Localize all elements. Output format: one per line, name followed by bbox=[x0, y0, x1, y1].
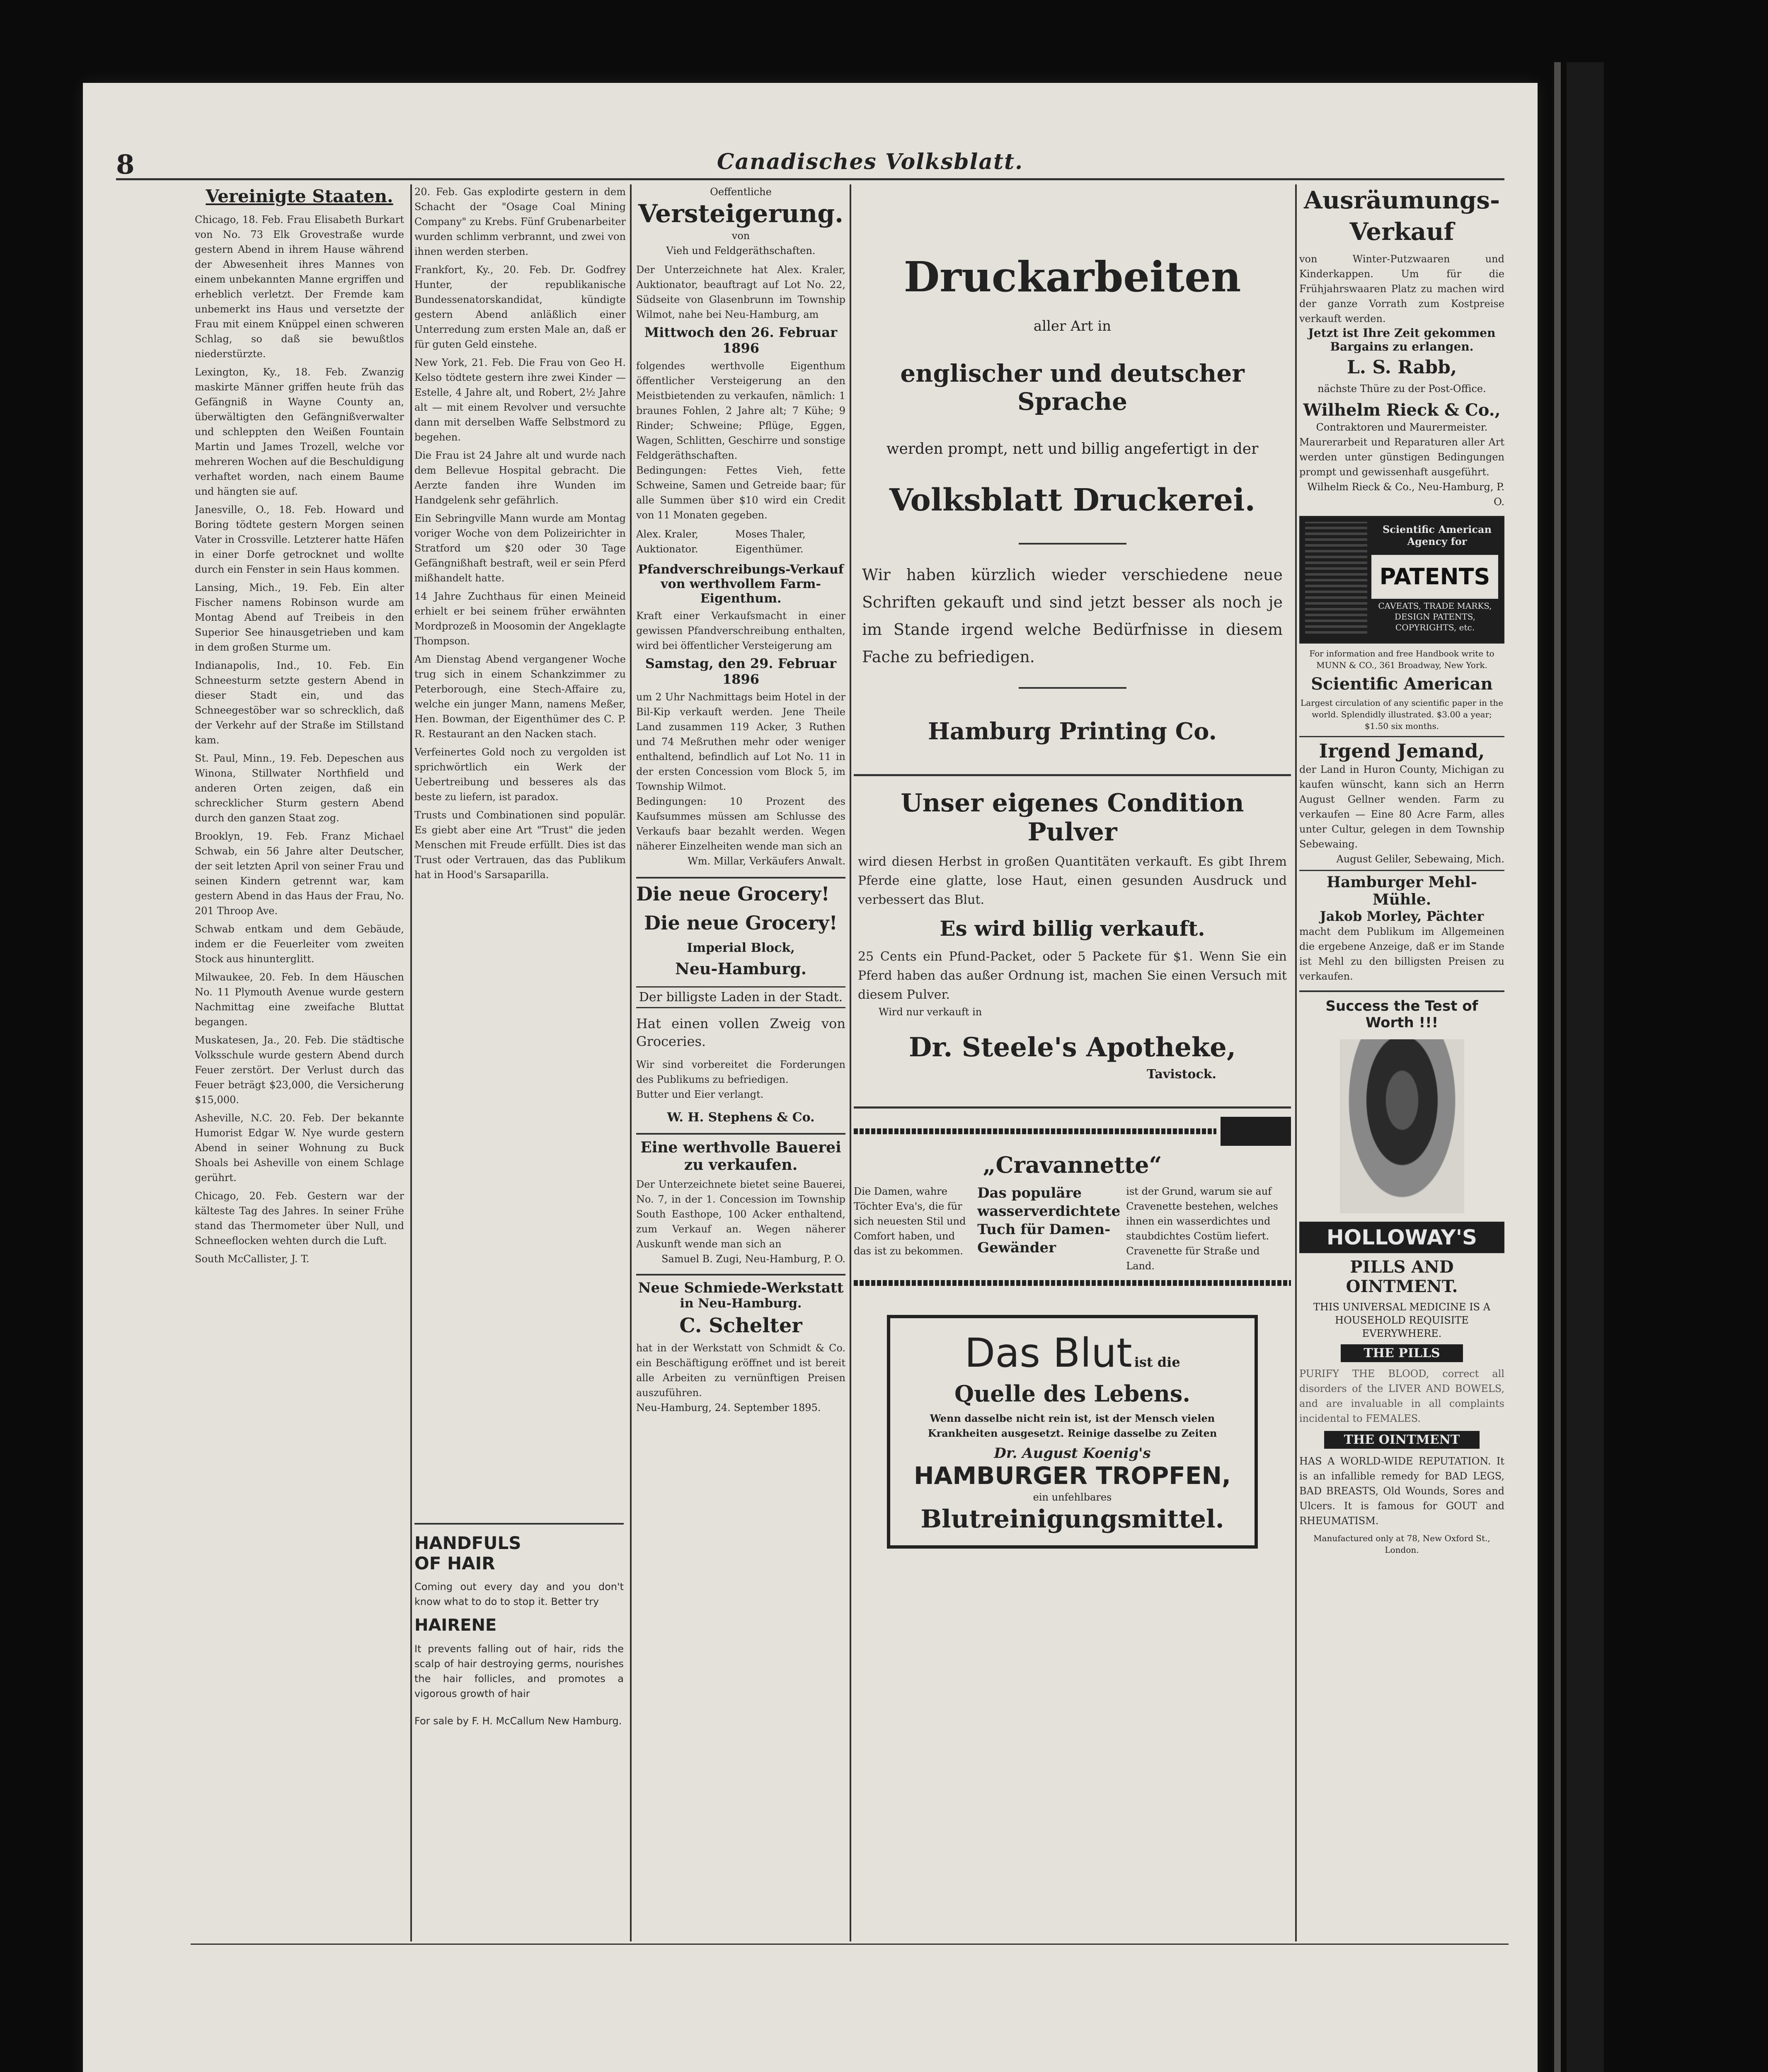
mortgage-text: um 2 Uhr Nachmittags beim Hotel in der Bil-Kip verkauft werden. Jene Theile Land zusammen 119 Acker, 3 Ruthen und 74 Meßruthen mehr oder weniger enthaltend, befindlich auf Lot No. 11 in der ersten Concession vom Block 5, im Township Wilmot. bbox=[636, 691, 845, 792]
cravannette-text-mid: Das populäre wasserverdichtete Tuch für Damen-Gewänder bbox=[977, 1185, 1121, 1256]
powder-sold: Wird nur verkauft in bbox=[879, 1006, 982, 1018]
grocery-ad bbox=[636, 877, 845, 1125]
blut-subtitle: Quelle des Lebens. bbox=[954, 1380, 1191, 1407]
mortgage-text: Kraft einer Verkaufsmacht in einer gewissen Pfandverschreibung enthalten, wird bei öffentlicher Versteigerung am bbox=[636, 610, 845, 651]
news-item: St. Paul, Minn., 19. Feb. Depeschen aus Winona, Stillwater Northfield und anderen Orten zeigen, daß ein schrecklicher Sturm gestern Abend durch den ganzen Staat zog. bbox=[195, 753, 404, 824]
column-rule bbox=[1295, 184, 1297, 1941]
blut-product: HAMBURGER TROPFEN, bbox=[913, 1462, 1231, 1490]
clearance-name: L. S. Rabb, bbox=[1347, 357, 1457, 378]
news-item: Lansing, Mich., 19. Feb. Ein alter Fischer namens Robinson wurde am Montag Abend auf Treibeis in den Superior See hinausgetrieben und kam in dem großen Sturme um. bbox=[195, 582, 404, 653]
patents-word: PATENTS bbox=[1371, 555, 1498, 599]
contractor-text: Maurerarbeit und Reparaturen aller Art werden unter günstigen Bedingungen prompt und gewissenhaft ausgeführt. bbox=[1299, 436, 1504, 478]
hygeia-figure-image bbox=[1340, 1039, 1464, 1213]
mill-owner: Jakob Morley, Pächter bbox=[1320, 908, 1484, 924]
clearance-title: Ausräumungs-Verkauf bbox=[1303, 186, 1500, 246]
mill-text: macht dem Publikum im Allgemeinen die ergebene Anzeige, daß er im Stande ist Mehl zu den billigsten Preisen zu verkaufen. bbox=[1299, 926, 1504, 982]
mortgage-date: Samstag, den 29. Februar 1896 bbox=[645, 656, 837, 687]
sciam-title: Scientific American bbox=[1311, 674, 1493, 694]
auction-text: Der Unterzeichnete hat Alex. Kraler, Auktionator, beauftragt auf Lot No. 22, Südseite von Glasenbrunn im Township Wilmot, nahe bei Neu-Hamburg, am bbox=[636, 264, 845, 320]
grocery-text-2: Wir sind vorbereitet die Forderungen des Publikums zu befriedigen. bbox=[636, 1059, 845, 1085]
smithy-text: hat in der Werkstatt von Schmidt & Co. ein Beschäftigung eröffnet und ist bereit alle Arbeiten zu vernünftigen Preisen auszuführen. bbox=[636, 1342, 845, 1399]
printing-ad-text: Wir haben kürzlich wieder verschiedene neue Schriften gekauft und sind jetzt besser als noch je im Stande irgend welche Bedürfnisse in diesem Fache zu befriedigen. bbox=[862, 566, 1283, 666]
grocery-text: Hat einen vollen Zweig von Groceries. bbox=[636, 1016, 845, 1049]
news-item: Frankfort, Ky., 20. Feb. Dr. Godfrey Hunter, der republikanische Bundessenatorskandidat, kündigte gestern Abend anläßlich einer Unterredung zum ersten Male an, daß er für guten Geld einstehe. bbox=[414, 264, 626, 350]
pharmacy-place: Tavistock. bbox=[1147, 1067, 1216, 1082]
capitol-image bbox=[1305, 522, 1367, 634]
news-item: Am Dienstag Abend vergangener Woche trug sich in einem Schankzimmer zu Peterborough, eine Stech-Affaire zu, welche ein junger Mann, namens Meßer, Hen. Bowman, der Eigenthümer des C. P. R. Restaurant an den Nacken stach. bbox=[414, 654, 626, 740]
grocery-place-2: Neu-Hamburg. bbox=[675, 959, 807, 978]
contractor-sub: Contraktoren und Maurermeister. bbox=[1316, 421, 1488, 433]
irgend-sign: August Geliler, Sebewaing, Mich. bbox=[1336, 853, 1504, 865]
auction-sub: von bbox=[731, 230, 750, 242]
holloway-ad bbox=[1299, 990, 1504, 1556]
grocery-sign: W. H. Stephens & Co. bbox=[667, 1110, 815, 1125]
mortgage-text: Bedingungen: 10 Prozent des Kaufsummes müssen am Schlusse des Verkaufs baar bezahlt werden. Wegen näherer Einzelheiten wende man sich an bbox=[636, 796, 845, 852]
news-item: Chicago, 20. Feb. Gestern war der kälteste Tag des Jahres. In seiner Frühe stand das Thermometer über Null, und Schneeflocken wehten durch die Luft. bbox=[195, 1190, 404, 1247]
irgend-title: Irgend Jemand, bbox=[1299, 736, 1504, 762]
holloway-universal: THIS UNIVERSAL MEDICINE IS A HOUSEHOLD REQUISITE EVERYWHERE. bbox=[1313, 1301, 1491, 1339]
page-edge bbox=[1554, 62, 1561, 2072]
news-item: 20. Feb. Gas explodirte gestern in dem Schacht der "Osage Coal Mining Company" zu Krebs. Fünf Grubenarbeiter wurden schlimm verbrannt, und zwei von ihnen werden sterben. bbox=[414, 186, 626, 257]
news-item: Muskatesen, Ja., 20. Feb. Die städtische Volksschule wurde gestern Abend durch Feuer zerstört. Der Verlust durch das Feuer beträgt $23,000, die Versicherung $15,000. bbox=[195, 1034, 404, 1106]
blut-title-suffix: ist die bbox=[1134, 1354, 1180, 1370]
page-number: 8 bbox=[116, 149, 135, 180]
hair-ad-footer: For sale by F. H. McCallum New Hamburg. bbox=[414, 1715, 622, 1727]
blut-brand: Dr. August Koenig's bbox=[994, 1445, 1151, 1462]
farm-sale-text: Der Unterzeichnete bietet seine Bauerei, No. 7, in der 1. Concession im Township South Easthope, 100 Acker enthaltend, zum Verkauf an. Wegen näherer Auskunft wende man sich an bbox=[636, 1179, 845, 1250]
cravannette-title: „Cravannette“ bbox=[983, 1152, 1162, 1178]
mill-title: Hamburger Mehl-Mühle. bbox=[1299, 870, 1504, 908]
mortgage-sale-title: Pfandverschreibungs-Verkauf von werthvollem Farm-Eigenthum. bbox=[638, 562, 844, 606]
hair-ad-title: HANDFULS bbox=[414, 1533, 521, 1553]
column-news-2 bbox=[414, 184, 626, 1941]
the-ointment-label: THE OINTMENT bbox=[1324, 1431, 1480, 1449]
powder-text-2: 25 Cents ein Pfund-Packet, oder 5 Packete für $1. Wenn Sie ein Pferd haben das außer Ordnung ist, machen Sie einen Versuch mit diesem Pulver. bbox=[858, 949, 1287, 1002]
farm-sale-sign: Samuel B. Zugi, Neu-Hamburg, P. O. bbox=[661, 1253, 845, 1265]
news-item: Indianapolis, Ind., 10. Feb. Ein Schneesturm setzte gestern Abend in dieser Stadt ein, und das Schneegestöber war so schrecklich, daß der Verkehr auf der Straße im Stillstand kam. bbox=[195, 660, 404, 746]
patents-info: For information and free Handbook write to MUNN & CO., 361 Broadway, New York. bbox=[1309, 649, 1494, 670]
news-item: 14 Jahre Zuchthaus für einen Meineid erhielt er bei seinem früher erwähnten Mordprozeß in Moosomin der Angeklagte Thompson. bbox=[414, 591, 626, 647]
smithy-ad bbox=[636, 1274, 845, 1415]
column-rule bbox=[410, 184, 412, 1941]
smithy-name: C. Schelter bbox=[679, 1314, 802, 1337]
section-title: Vereinigte Staaten. bbox=[206, 186, 393, 206]
irgend-text: der Land in Huron County, Michigan zu kaufen wünscht, kann sich an Herrn August Gellner wenden. Farm zu verkaufen — Eine 80 Acre Farm, alles unter Cultur, gelegen in dem Township Sebewaing. bbox=[1299, 764, 1504, 850]
success-slogan: Success the Test of Worth !!! bbox=[1325, 998, 1478, 1031]
cravannette-border-bottom bbox=[854, 1280, 1291, 1286]
news-items bbox=[195, 212, 404, 1266]
news-item: Trusts und Combinationen sind populär. Es giebt aber eine Art "Trust" die jeden Menschen mit Freude erfüllt. Dies ist das Trust oder Vertrauen, das das Publikum hat in Hood's Sarsaparilla. bbox=[414, 809, 626, 881]
column-us-news bbox=[195, 184, 404, 1941]
news-item: Die Frau ist 24 Jahre alt und wurde nach dem Bellevue Hospital gebracht. Die Aerzte fanden ihre Wunden im Handgelenk sehr gefährlich. bbox=[414, 450, 626, 506]
farm-sale-ad bbox=[636, 1133, 845, 1266]
blut-ad bbox=[887, 1315, 1258, 1549]
blut-final: Blutreinigungsmittel. bbox=[920, 1505, 1224, 1534]
printing-shop-name: Volksblatt Druckerei. bbox=[889, 482, 1256, 518]
printing-ad-title: Druckarbeiten bbox=[903, 252, 1241, 301]
owner-name: Moses Thaler, Eigenthümer. bbox=[735, 528, 806, 555]
printing-ad-languages: englischer und deutscher Sprache bbox=[900, 359, 1245, 416]
news-item: Janesville, O., 18. Feb. Howard und Boring tödtete gestern Morgen seinen Vater in Crossville. Letzterer hatte Häfen in einer Dorfe getrocknet und wollte durch ein Fenster in sein Haus kommen. bbox=[195, 504, 404, 575]
patents-head: Scientific American Agency for bbox=[1382, 523, 1492, 547]
column-rule bbox=[850, 184, 851, 1941]
auction-sub-2: Vieh und Feldgeräthschaften. bbox=[666, 245, 816, 257]
auctioneer-name: Alex. Kraler, Auktionator. bbox=[636, 528, 699, 555]
auction-title: Versteigerung. bbox=[638, 199, 844, 228]
page-shadow bbox=[1567, 62, 1604, 2072]
contractor-sign: Wilhelm Rieck & Co., Neu-Hamburg, P. O. bbox=[1307, 481, 1504, 508]
auction-signatures bbox=[636, 527, 845, 557]
news-item: Verfeinertes Gold noch zu vergolden ist sprichwörtlich ein Werk der Uebertreibung und besseres als das beste zu liefern, ist paradox. bbox=[414, 746, 626, 803]
clearance-text: von Winter-Putzwaaren und Kinderkappen. Um für die Frühjahrswaaren Platz zu machen wird der ganze Vorrath zum Kostpreise verkauft werden. bbox=[1299, 253, 1504, 324]
grocery-slogan: Der billigste Laden in der Stadt. bbox=[636, 986, 845, 1008]
column-auctions bbox=[636, 184, 845, 1941]
bottom-rule bbox=[191, 1944, 1509, 1945]
news-item: South McCallister, J. T. bbox=[195, 1253, 310, 1265]
grocery-title-2: Die neue Grocery! bbox=[644, 912, 838, 934]
ointment-text: HAS A WORLD-WIDE REPUTATION. It is an infallible remedy for BAD LEGS, BAD BREASTS, Old Wounds, Sores and Ulcers. It is famous for GOUT and RHEUMATISM. bbox=[1299, 1455, 1504, 1527]
hair-ad-product: HAIRENE bbox=[414, 1616, 497, 1635]
hair-ad-text-2: It prevents falling out of hair, rids the scalp of hair destroying germs, nourishes the hair follicles, and promotes a vigorous growth of hair bbox=[414, 1643, 624, 1699]
powder-title: Unser eigenes Condition Pulver bbox=[901, 789, 1244, 847]
cravannette-text-right: ist der Grund, warum sie auf Cravenette bestehen, welches ihnen ein wasserdichtes und staubdichtes Costüm liefert. Cravenette für Straße und Land. bbox=[1126, 1186, 1278, 1272]
powder-cheap: Es wird billig verkauft. bbox=[940, 916, 1205, 941]
column-ads-center bbox=[854, 184, 1291, 1941]
auction-text: Bedingungen: Fettes Vieh, fette Schweine, Samen und Getreide baar; für alle Summen über $10 wird ein Credit von 11 Monaten gegeben. bbox=[636, 465, 845, 521]
patents-small: CAVEATS, TRADE MARKS, DESIGN PATENTS, COPYRIGHTS, etc. bbox=[1378, 601, 1492, 632]
auction-label: Oeffentliche bbox=[710, 186, 772, 198]
clearance-address: nächste Thüre zu der Post-Office. bbox=[1318, 383, 1486, 395]
smithy-title: Neue Schmiede-Werkstatt bbox=[638, 1280, 844, 1296]
masthead: Canadisches Volksblatt. bbox=[717, 149, 1024, 174]
farm-sale-title: Eine werthvolle Bauerei zu verkaufen. bbox=[640, 1139, 841, 1174]
blut-connector: ein unfehlbares bbox=[1033, 1491, 1112, 1503]
news-items bbox=[414, 184, 626, 882]
grocery-title: Die neue Grocery! bbox=[636, 883, 830, 905]
grocery-place: Imperial Block, bbox=[687, 941, 795, 955]
page-header bbox=[116, 149, 1504, 180]
pills-text: PURIFY THE BLOOD, correct all disorders of the LIVER AND BOWELS, and are invaluable in all complaints incidental to FEMALES. bbox=[1299, 1368, 1504, 1424]
contractor-name: Wilhelm Rieck & Co., bbox=[1303, 400, 1501, 420]
column-rule bbox=[630, 184, 632, 1941]
holloway-footer: Manufactured only at 78, New Oxford St., London. bbox=[1313, 1533, 1490, 1555]
smithy-date: Neu-Hamburg, 24. September 1895. bbox=[636, 1402, 821, 1414]
pharmacy-name: Dr. Steele's Apotheke, bbox=[908, 1032, 1236, 1063]
hair-ad-text: Coming out every day and you don't know what to do to stop it. Better try bbox=[414, 1581, 624, 1607]
blut-title: Das Blut bbox=[964, 1330, 1132, 1376]
auction-date: Mittwoch den 26. Februar 1896 bbox=[644, 324, 838, 356]
divider bbox=[1019, 543, 1126, 545]
news-item: Schwab entkam und dem Gebäude, indem er die Feuerleiter vom zweiten Stock aus hinunterglitt. bbox=[195, 923, 404, 965]
clearance-text-2: Jetzt ist Ihre Zeit gekommen Bargains zu erlangen. bbox=[1308, 326, 1496, 353]
news-item: Asheville, N.C. 20. Feb. Der bekannte Humorist Edgar W. Nye wurde gestern Abend in seiner Wohnung zu Buck Shoals bei Asheville von einem Schlage gerührt. bbox=[195, 1112, 404, 1184]
divider bbox=[1019, 687, 1126, 689]
powder-text: wird diesen Herbst in großen Quantitäten verkauft. Es gibt Ihrem Pferde eine glatte, lose Haut, einen gesunden Ausdruck und verbessert das Blut. bbox=[858, 854, 1287, 907]
grocery-text-3: Butter und Eier verlangt. bbox=[636, 1089, 764, 1100]
news-item: Ein Sebringville Mann wurde am Montag voriger Woche von dem Polizeirichter in Stratford um $20 oder 30 Tage Gefängnißhaft bestraft, weil er sein Pferd mißhandelt hatte. bbox=[414, 513, 626, 584]
news-item: New York, 21. Feb. Die Frau von Geo H. Kelso tödtete gestern ihre zwei Kinder — Estelle, 4 Jahre alt, und Robert, 2½ Jahre alt — mit einem Revolver und versuchte dann mit derselben Waffe Selbstmord zu begehen. bbox=[414, 357, 626, 443]
smithy-place: in Neu-Hamburg. bbox=[680, 1296, 802, 1311]
printing-company: Hamburg Printing Co. bbox=[928, 718, 1217, 745]
hair-ad-title-2: OF HAIR bbox=[414, 1553, 495, 1573]
column-ads-right bbox=[1299, 184, 1504, 1941]
printing-ad-line: werden prompt, nett und billig angefertigt in der bbox=[886, 441, 1259, 457]
holloway-pills: PILLS AND OINTMENT. bbox=[1346, 1257, 1458, 1296]
auction-text: folgendes werthvolle Eigenthum öffentlicher Versteigerung an den Meistbietenden zu verkaufen, nämlich: 1 braunes Fohlen, 2 Jahre alt; 7 Kühe; 9 Rinder; Schweine; Pflüge, Eggen, Wagen, Schlitten, Geschirre und sonstige Feldgeräthschaften. bbox=[636, 360, 845, 461]
sciam-text: Largest circulation of any scientific paper in the world. Splendidly illustrated. $3.00 a year; $1.50 six months. bbox=[1300, 698, 1504, 731]
blut-small-text: Wenn dasselbe nicht rein ist, ist der Mensch vielen Krankheiten ausgesetzt. Reinige dasselbe zu Zeiten bbox=[928, 1412, 1217, 1439]
news-item: Brooklyn, 19. Feb. Franz Michael Schwab, ein 56 Jahre alter Deutscher, der seit letzten April von seiner Frau und seinen Kindern getrennt war, kam gestern Abend in das Haus der Frau, No. 201 Throop Ave. bbox=[195, 830, 404, 917]
printing-ad-sub: aller Art in bbox=[1033, 318, 1112, 334]
cravannette-text-left: Die Damen, wahre Töchter Eva's, die für sich neuesten Stil und Comfort haben, und das ist zu bekommen. bbox=[854, 1186, 966, 1257]
holloway-brand: HOLLOWAY'S bbox=[1299, 1222, 1504, 1253]
mortgage-sign: Wm. Millar, Verkäufers Anwalt. bbox=[688, 855, 845, 867]
patents-ad bbox=[1299, 516, 1504, 644]
news-item: Chicago, 18. Feb. Frau Elisabeth Burkart von No. 73 Elk Grovestraße wurde gestern Abend in ihrem Hause während der Abwesenheit ihres Mannes von einem unbekannten Manne ergriffen und erheblich verletzt. Der Fremde kam unbemerkt ins Haus und versetzte der Frau mit einem Knüppel einen schweren Schlag, so daß sie bewußtlos niederstürzte. bbox=[195, 214, 404, 360]
cravannette-logo bbox=[1221, 1117, 1291, 1146]
news-item: Milwaukee, 20. Feb. In dem Häuschen No. 11 Plymouth Avenue wurde gestern Nachmittag eine zweifache Bluttat begangen. bbox=[195, 971, 404, 1028]
hairene-ad bbox=[414, 1523, 624, 1728]
the-pills-label: THE PILLS bbox=[1341, 1344, 1463, 1362]
cravannette-border bbox=[854, 1128, 1216, 1134]
cravannette-ad bbox=[854, 1106, 1291, 1286]
condition-powder-ad bbox=[854, 774, 1291, 1082]
news-item: Lexington, Ky., 18. Feb. Zwanzig maskirte Männer griffen heute früh das Gefängniß in Wayne County an, überwältigten den Gefängnißverwalter und schleppten den Weißen Fountain Martin und James Trozell, welche vor mehreren Wochen auf die Beschuldigung verhaftet worden, nach einem Baume und hängten sie auf. bbox=[195, 366, 404, 497]
